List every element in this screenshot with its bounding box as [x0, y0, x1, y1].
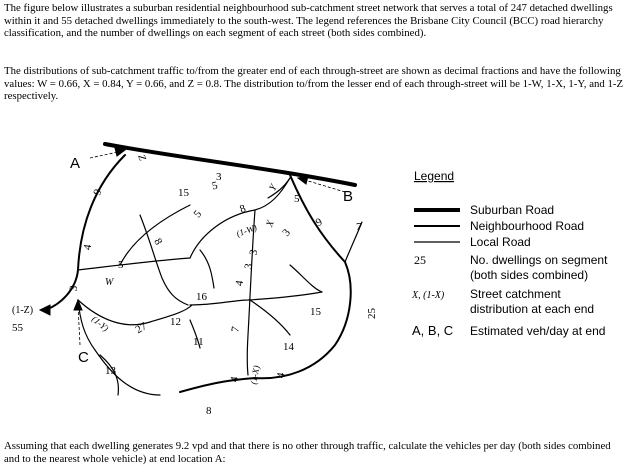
seg-x-3a: 3 [242, 262, 256, 271]
seg-branch-top: 15 [178, 187, 189, 199]
legend-title: Legend [414, 169, 455, 183]
end-label-b: B [343, 188, 354, 205]
seg-w-low: 3 [67, 284, 81, 293]
legend-dwellings-line2: (both sides combined) [470, 268, 589, 282]
distribution-paragraph: The distributions of sub-catchment traffic to/from the greater end of each through-street are shown as decimal fractions and have the following values: W = 0.66, X = 0.84, Y = 0.66, and Z = 0.8. The distribution to/from the lesser end of each through-street will be 1-W, 1-X, 1-Y, and 1-Z respectively. [4, 65, 624, 103]
seg-nw: 9 [91, 187, 105, 197]
seg-x-7: 7 [229, 325, 243, 334]
seg-w-up: 4 [81, 243, 95, 251]
legend-dwellings-line1: No. dwellings on segment [470, 253, 608, 267]
seg-branch-5: 5 [191, 208, 205, 221]
intro-paragraph: The figure below illustrates a suburban residential neighbourhood sub-catchment street network that serves a total of 247 detached dwellings within it and 55 detached dwellings immediately to the south-west. The legend references the Brisbane City Council (BCC) road hierarchy classification, and the number of dwellings on each segment of each street (both sides combined). [4, 2, 613, 40]
legend-catchment-sample: X, (1-X) [412, 290, 445, 301]
suburban-road [105, 144, 355, 185]
legend-neighbourhood: Neighbourhood Road [470, 219, 585, 233]
seg-x-4: 4 [233, 279, 247, 287]
frac-x: X [264, 219, 277, 229]
end-label-a: A [70, 155, 81, 172]
seg-b-4: 4 [274, 371, 288, 380]
neighbourhood-road [45, 155, 354, 392]
legend-dwellings-sample: 25 [414, 253, 426, 267]
legend-endpoints-label: Estimated veh/day at end [470, 324, 606, 338]
seg-center-8b: 8 [238, 202, 248, 216]
frac-z: Z [135, 153, 148, 163]
seg-e-25: 25 [366, 308, 378, 319]
external-fraction: (1-Z) [12, 305, 34, 316]
seg-w-5: 5 [118, 259, 124, 271]
seg-center-8: 8 [151, 236, 165, 248]
seg-top-n2: 3 [216, 171, 222, 183]
seg-x-3b: 3 [247, 248, 261, 257]
seg-e-14: 14 [283, 341, 294, 353]
seg-sw-13: 13 [105, 365, 116, 377]
street-network-diagram [0, 135, 631, 435]
legend [411, 169, 608, 338]
seg-s-11: 11 [193, 336, 204, 348]
frac-y: Y [267, 182, 280, 194]
seg-s-27: 27 [133, 320, 150, 337]
seg-x-4b: 4 [228, 375, 242, 384]
seg-e-9: 9 [313, 215, 325, 230]
seg-mid-16: 16 [196, 291, 207, 303]
question-paragraph: Assuming that each dwelling generates 9.2 vpd and that there is no other through traffic, calculate the vehicles per day (both sides combined and to the nearest whole vehicle) at end location A: [4, 440, 611, 465]
seg-y-3: 3 [280, 226, 293, 239]
legend-catchment-line2: distribution at each end [470, 302, 595, 316]
dwelling-counts [68, 171, 378, 417]
legend-local: Local Road [470, 235, 531, 249]
legend-endpoints-sample: A, B, C [412, 323, 454, 338]
local-roads [78, 178, 362, 395]
seg-e-7: 7 [356, 221, 362, 233]
seg-y-5: 5 [294, 193, 300, 205]
seg-top-n: 5 [211, 179, 219, 193]
seg-e-15: 15 [310, 306, 321, 318]
frac-1x: (1-X) [248, 364, 262, 386]
seg-bottom-8: 8 [206, 405, 212, 417]
end-label-c: C [78, 349, 89, 366]
seg-s-12: 12 [170, 316, 181, 328]
frac-1y: (1-Y) [90, 313, 111, 334]
frac-1w: (1-W) [235, 222, 259, 239]
frac-w: W [105, 277, 114, 288]
legend-catchment-line1: Street catchment [470, 287, 561, 301]
external-dwellings: 55 [12, 322, 23, 334]
legend-suburban: Suburban Road [470, 203, 555, 217]
